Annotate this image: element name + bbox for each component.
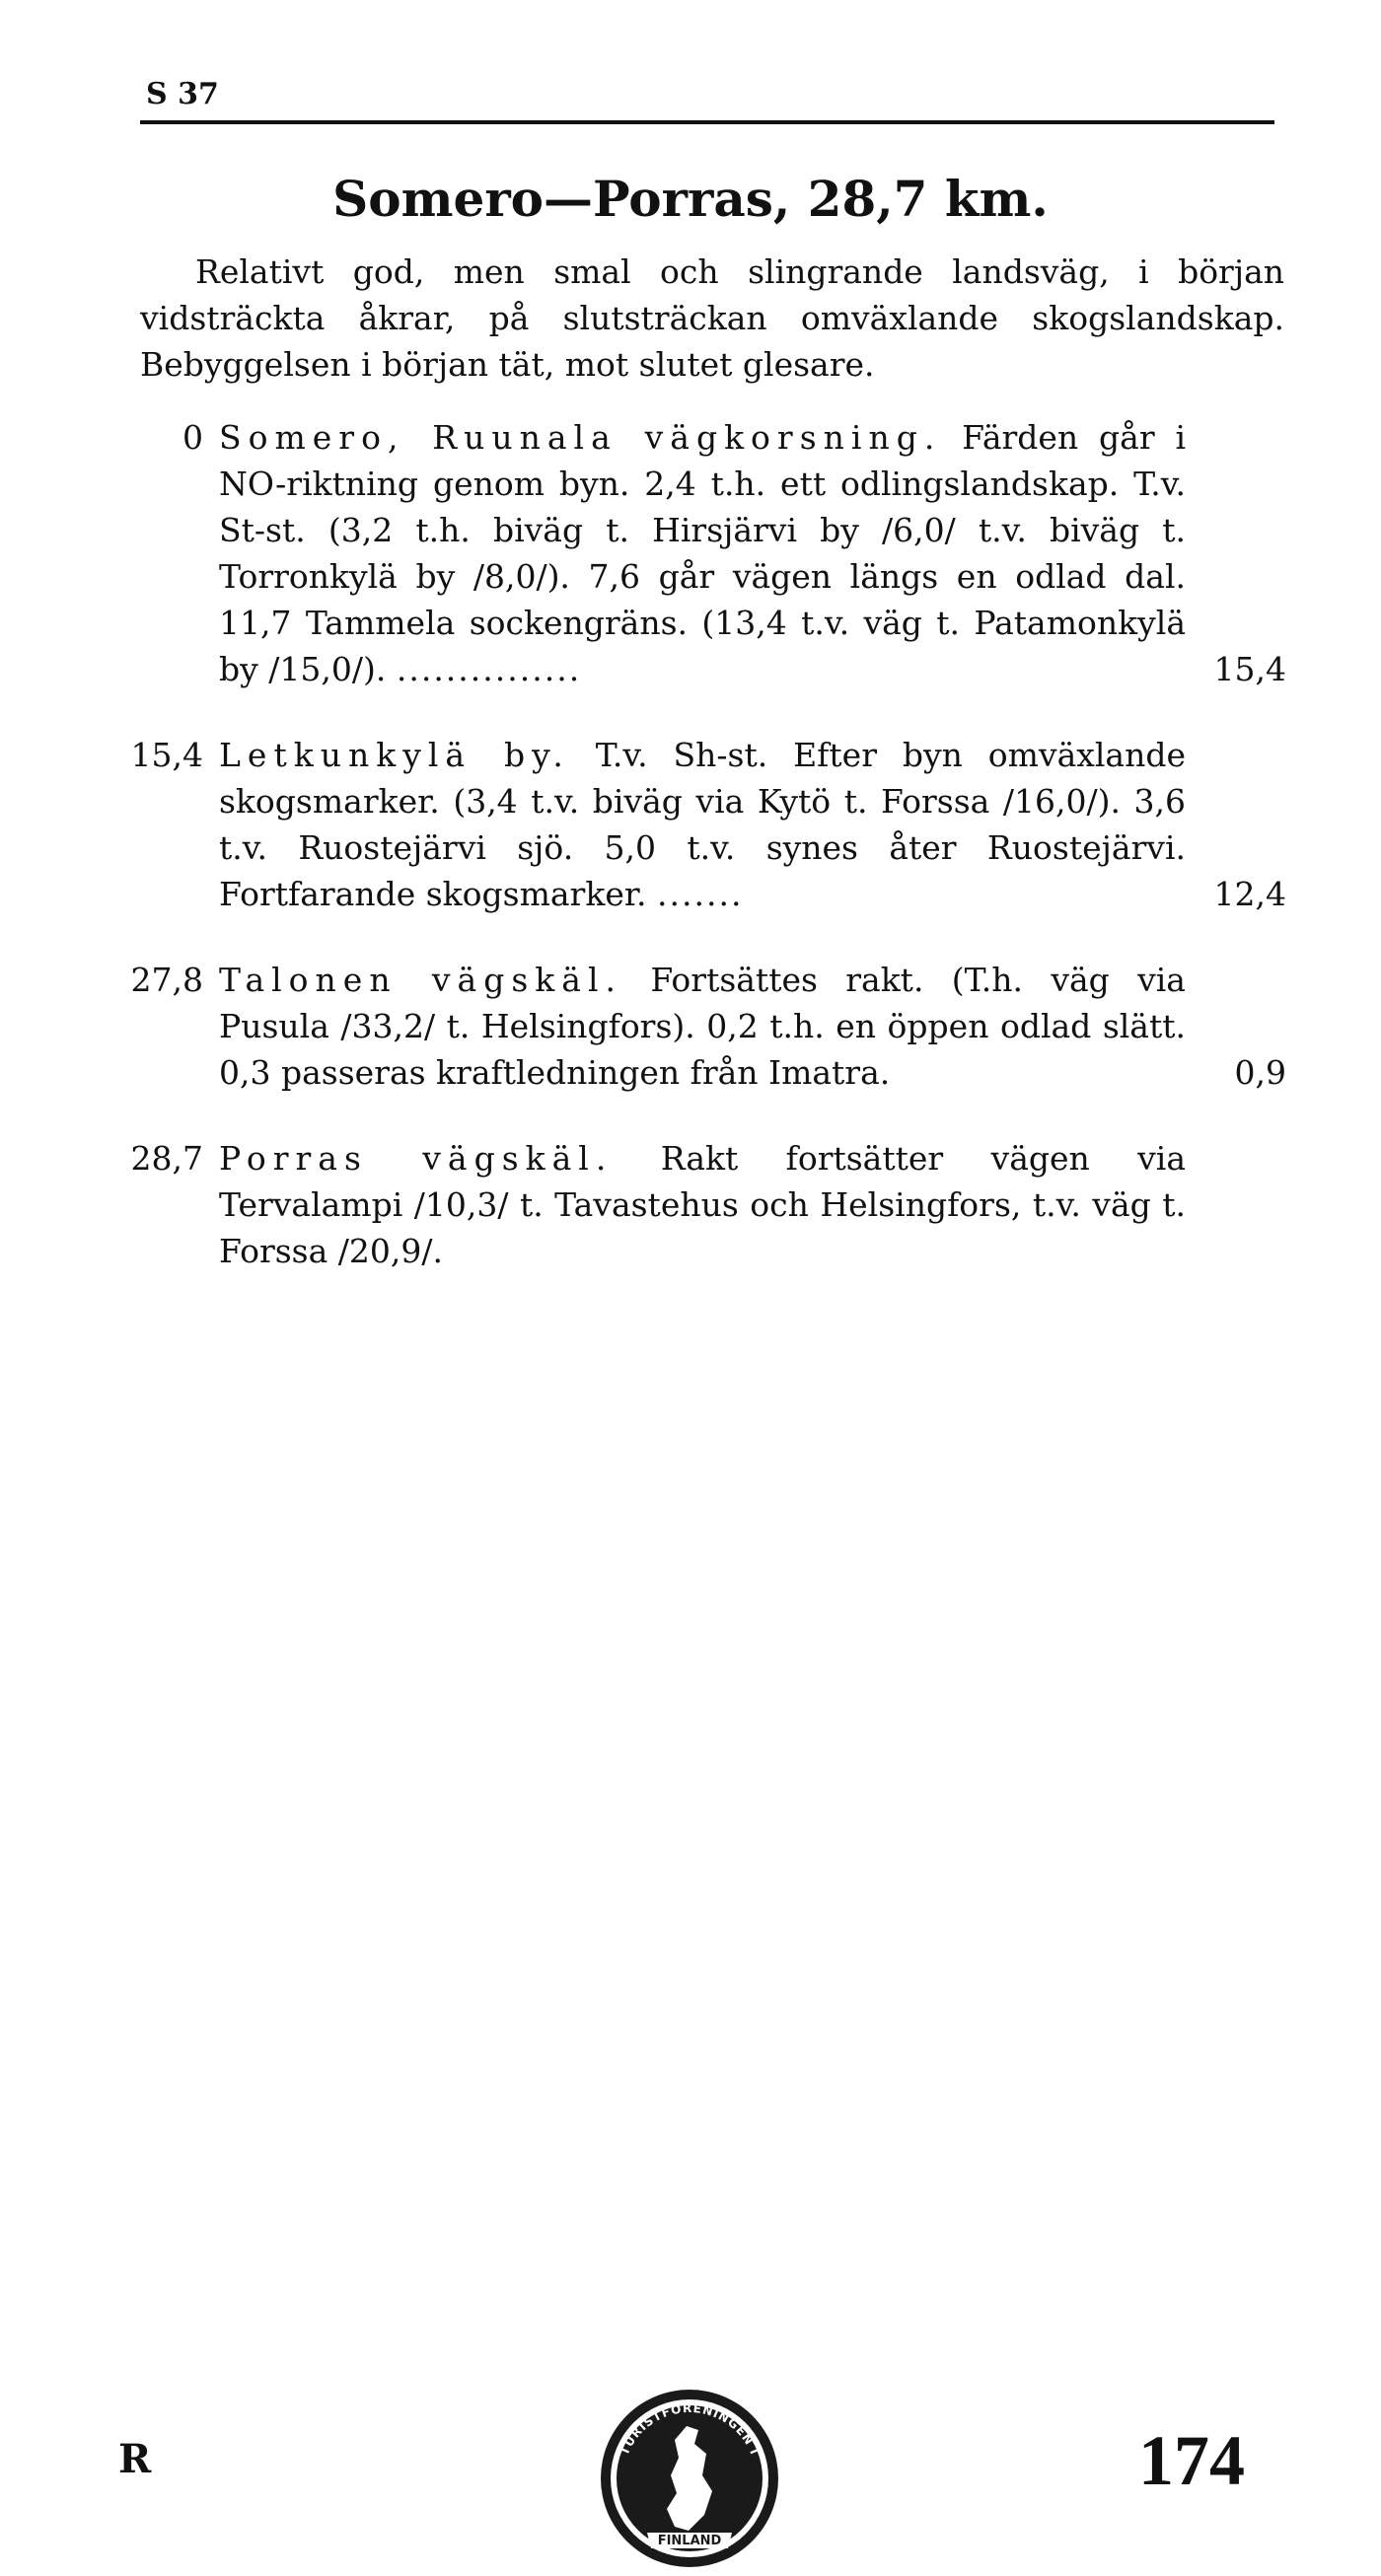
entry-body: [219, 732, 1186, 917]
route-entries: [0, 414, 1381, 1314]
entry-text: Fortsättes rakt. (T.h. väg via Pusula /33,2/ t. Helsingfors). 0,2 t.h. en öppen odlad slätt. 0,3 passeras kraftledningen från Imatra.: [219, 961, 1186, 1092]
entry-place: Porras vägskäl.: [219, 1139, 614, 1178]
route-entry: [0, 732, 1381, 917]
entry-leader: .......: [657, 875, 744, 913]
page-number: 174: [1138, 2421, 1245, 2500]
entry-distance: 15,4: [1213, 650, 1286, 688]
entry-body: [219, 957, 1186, 1096]
seal-graphic: [596, 2385, 783, 2572]
header-rule: [140, 120, 1274, 124]
route-entry: [0, 957, 1381, 1096]
seal-text-top: TURISTFÖRENINGEN I: [617, 2400, 763, 2458]
entry-text: T.v. Sh-st. Efter byn omväxlande skogsmarker. (3,4 t.v. biväg via Kytö t. Forssa /16,0/). 3,6 t.v. Ruostejärvi sjö. 5,0 t.v. synes åter Ruostejärvi. Fortfarande skogsmarker.: [219, 736, 1186, 913]
entry-place: Letkunkylä by.: [219, 736, 570, 774]
route-description: Relativt god, men smal och slingrande landsväg, i början vidsträckta åkrar, på slutsträckan omväxlande skogslandskap. Bebyggelsen i början tät, mot slutet glesare.: [140, 252, 1284, 384]
route-entry: [0, 1135, 1381, 1274]
entry-place: Somero, Ruunala vägkorsning.: [219, 418, 942, 457]
entry-leader: ...............: [396, 650, 582, 688]
entry-distance: 12,4: [1213, 875, 1286, 913]
entry-text: Rakt fortsätter vägen via Tervalampi /10,3/ t. Tavastehus och Helsingfors, t.v. väg t. Forssa /20,9/.: [219, 1139, 1187, 1270]
entry-distance: 0,9: [1234, 1053, 1286, 1092]
entry-km: 28,7: [130, 1139, 203, 1178]
finland-map-seal-icon: [596, 2385, 783, 2572]
footer-mark: R: [118, 2436, 152, 2482]
seal-text-bottom: FINLAND: [657, 2534, 722, 2548]
entry-text: Färden går i NO-riktning genom byn. 2,4 t.h. ett odlingslandskap. T.v. St-st. (3,2 t.h. biväg t. Hirsjärvi by /6,0/ t.v. biväg t. Torronkylä by /8,0/). 7,6 går vägen längs en odlad dal. 11,7 Tammela sockengräns. (13,4 t.v. väg t. Patamonkylä by /15,0/).: [219, 418, 1186, 688]
page-code: S 37: [146, 77, 219, 111]
route-title: Somero—Porras, 28,7 km.: [332, 170, 1049, 228]
entry-km: 15,4: [130, 736, 203, 774]
entry-body: [219, 1135, 1186, 1274]
entry-body: [219, 414, 1186, 692]
entry-km: 27,8: [130, 961, 203, 999]
entry-km: 0: [182, 418, 203, 457]
entry-place: Talonen vägskäl.: [219, 961, 622, 999]
route-entry: [0, 414, 1381, 692]
